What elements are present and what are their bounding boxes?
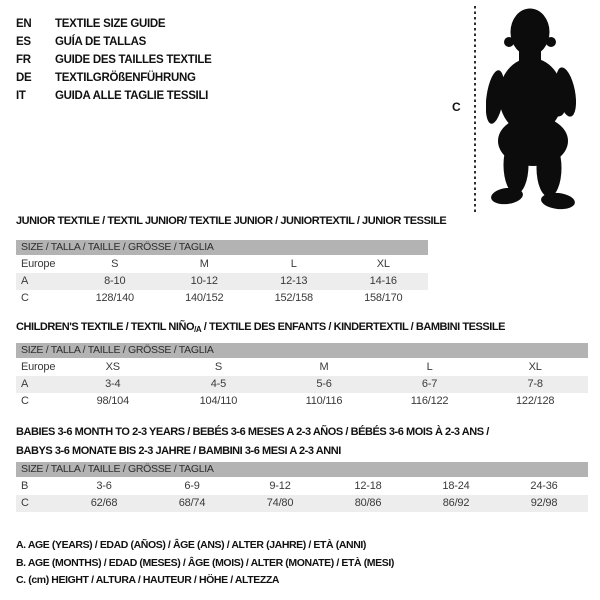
- table-title-part: CHILDREN'S TEXTILE / TEXTIL NIÑO: [16, 321, 195, 333]
- cell-value: 80/86: [354, 497, 382, 509]
- cell-value: 110/116: [305, 395, 343, 407]
- language-code: IT: [16, 90, 26, 102]
- cell-value: S: [111, 258, 119, 270]
- cell-value: 4-5: [210, 378, 227, 390]
- toddler-silhouette-icon: [486, 4, 598, 212]
- height-measure-label: C: [452, 100, 461, 114]
- size-header-bar: SIZE / TALLA / TAILLE / GRÖSSE / TAGLIA: [16, 462, 588, 477]
- language-code: ES: [16, 36, 31, 48]
- cell-value: 3-6: [96, 480, 112, 492]
- cell-value: 7-8: [527, 378, 543, 390]
- junior-size-table: [16, 240, 428, 307]
- cell-value: XS: [105, 361, 120, 373]
- babies-title-line2: BABYS 3-6 MONATE BIS 2-3 JAHRE / BAMBINI 3-6 MESI A 2-3 ANNI: [16, 445, 341, 457]
- table-row-height: [16, 290, 428, 307]
- children-table-title: [16, 321, 505, 333]
- cell-value: S: [214, 361, 222, 373]
- cell-value: 122/128: [515, 395, 555, 407]
- babies-size-table: [16, 462, 588, 512]
- cell-value: L: [426, 361, 433, 373]
- cell-value: 140/152: [185, 292, 224, 304]
- cell-value: 18-24: [442, 480, 470, 492]
- cell-value: 152/158: [274, 292, 313, 304]
- cell-value: M: [319, 361, 329, 373]
- language-title: TEXTILGRÖßENFÜHRUNG: [55, 72, 196, 84]
- language-row-es: [16, 33, 212, 51]
- size-header-bar: SIZE / TALLA / TAILLE / GRÖSSE / TAGLIA: [16, 240, 428, 255]
- language-code: FR: [16, 54, 31, 66]
- cell-value: 62/68: [90, 497, 118, 509]
- row-label: Europe: [21, 258, 56, 270]
- cell-value: 14-16: [369, 275, 397, 287]
- language-row-it: [16, 87, 212, 105]
- legend-note-b: B. AGE (MONTHS) / EDAD (MESES) / ÂGE (MOIS) / ALTER (MONATE) / ETÀ (MESI): [16, 556, 394, 569]
- row-label: C: [21, 292, 29, 304]
- babies-table-title: [16, 423, 489, 461]
- table-row-europe: [16, 359, 588, 376]
- table-row-age: [16, 273, 428, 290]
- language-code: DE: [16, 72, 32, 84]
- cell-value: 158/170: [364, 292, 403, 304]
- row-label: C: [21, 395, 29, 407]
- table-row-height: [16, 495, 588, 512]
- language-title-list: [16, 15, 212, 105]
- cell-value: 6-7: [421, 378, 438, 390]
- cell-value: 92/98: [530, 497, 558, 509]
- cell-value: 10-12: [190, 275, 218, 287]
- cell-value: 5-6: [316, 378, 332, 390]
- cell-value: XL: [528, 361, 542, 373]
- row-label: A: [21, 275, 29, 287]
- cell-value: L: [290, 258, 297, 270]
- cell-value: M: [199, 258, 209, 270]
- table-row-months: [16, 478, 588, 495]
- language-title: GUIDE DES TAILLES TEXTILE: [55, 54, 212, 66]
- language-title: TEXTILE SIZE GUIDE: [55, 18, 166, 30]
- table-row-height: [16, 393, 588, 410]
- height-measure-dotted-line: [474, 6, 476, 212]
- legend-note-a: A. AGE (YEARS) / EDAD (AÑOS) / ÂGE (ANS) / ALTER (JAHRE) / ETÀ (ANNI): [16, 539, 367, 551]
- row-label: C: [21, 497, 29, 509]
- cell-value: 68/74: [178, 497, 206, 509]
- language-title: GUIDA ALLE TAGLIE TESSILI: [55, 90, 209, 102]
- size-header-bar: SIZE / TALLA / TAILLE / GRÖSSE / TAGLIA: [16, 343, 588, 358]
- table-row-europe: [16, 256, 428, 273]
- cell-value: XL: [376, 258, 390, 270]
- cell-value: 8-10: [104, 275, 126, 287]
- table-title-subscript: /A: [194, 325, 202, 334]
- language-row-en: [16, 15, 212, 33]
- table-title-part: / TEXTILE DES ENFANTS / KINDERTEXTIL / BAMBINI TESSILE: [201, 321, 506, 333]
- cell-value: 116/122: [410, 395, 449, 407]
- children-size-table: [16, 343, 588, 410]
- cell-value: 9-12: [269, 480, 291, 492]
- cell-value: 24-36: [530, 480, 558, 492]
- legend-note-c: C. (cm) HEIGHT / ALTURA / HAUTEUR / HÖHE / ALTEZZA: [16, 574, 280, 586]
- row-label: A: [21, 378, 29, 390]
- cell-value: 86/92: [442, 497, 470, 509]
- junior-table-title: JUNIOR TEXTILE / TEXTIL JUNIOR/ TEXTILE JUNIOR / JUNIORTEXTIL / JUNIOR TESSILE: [16, 215, 447, 227]
- language-row-fr: [16, 51, 212, 69]
- cell-value: 6-9: [184, 480, 200, 492]
- cell-value: 12-13: [280, 275, 308, 287]
- cell-value: 98/104: [96, 395, 130, 407]
- legend-notes: [16, 537, 394, 590]
- cell-value: 104/110: [199, 395, 238, 407]
- babies-title-line1: BABIES 3-6 MONTH TO 2-3 YEARS / BEBÉS 3-6 MESES A 2-3 AÑOS / BÉBÉS 3-6 MOIS À 2-3 ANS /: [16, 426, 489, 438]
- language-code: EN: [16, 18, 32, 30]
- row-label: B: [21, 480, 29, 492]
- table-row-age: [16, 376, 588, 393]
- cell-value: 3-4: [105, 378, 121, 390]
- language-row-de: [16, 69, 212, 87]
- cell-value: 128/140: [95, 292, 134, 304]
- row-label: Europe: [21, 361, 56, 373]
- cell-value: 12-18: [354, 480, 382, 492]
- language-title: GUÍA DE TALLAS: [55, 36, 146, 48]
- cell-value: 74/80: [266, 497, 294, 509]
